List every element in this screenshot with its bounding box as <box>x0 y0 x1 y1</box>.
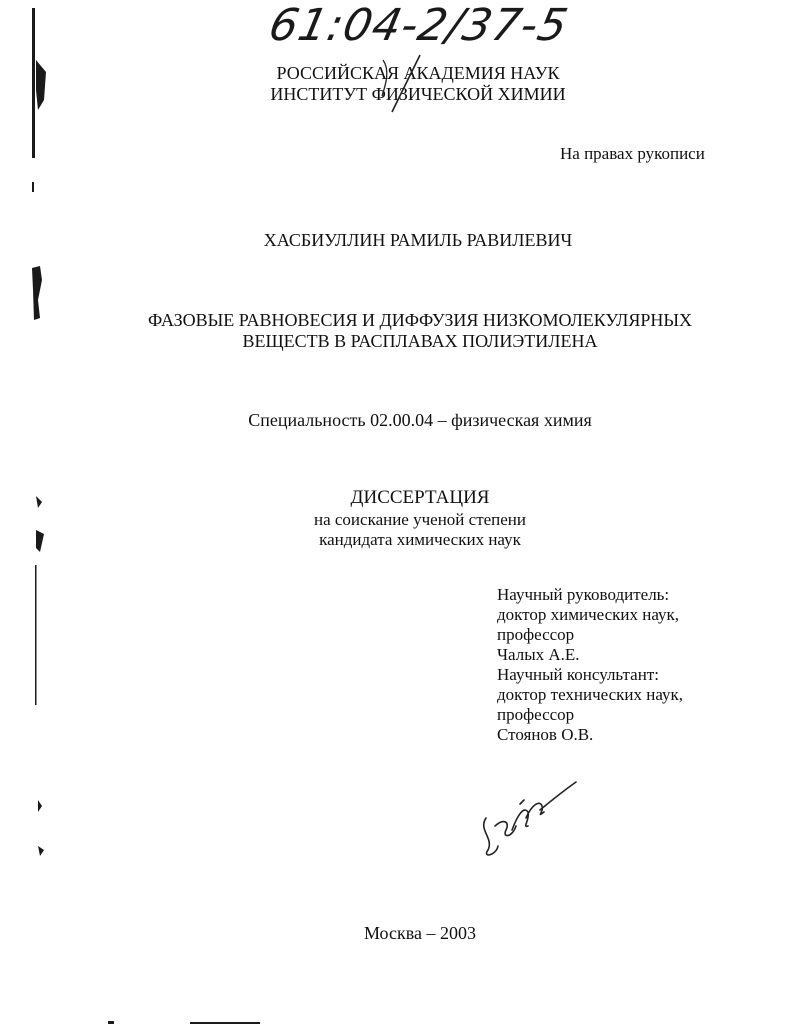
thesis-title-line-1: ФАЗОВЫЕ РАВНОВЕСИЯ И ДИФФУЗИЯ НИЗКОМОЛЕКУЛЯРНЫХ <box>147 310 693 330</box>
supervisor-label: Научный руководитель: <box>497 585 670 604</box>
degree-line-2: кандидата химических наук <box>319 530 521 549</box>
author-name: ХАСБИУЛЛИН РАМИЛЬ РАВИЛЕВИЧ <box>263 230 573 250</box>
thesis-title-line-2: ВЕЩЕСТВ В РАСПЛАВАХ ПОЛИЭТИЛЕНА <box>242 331 598 351</box>
rights-note: На правах рукописи <box>560 144 705 163</box>
supervisor-name: Чалых А.Е. <box>497 645 580 664</box>
city-year: Москва – 2003 <box>364 923 476 943</box>
dissertation-heading: ДИССЕРТАЦИЯ <box>350 487 490 508</box>
pen-stroke-mark <box>392 55 420 112</box>
consultant-rank: профессор <box>497 705 575 724</box>
archive-number-handwritten: 61:04-2/37-5 <box>264 0 573 51</box>
consultant-degree: доктор технических наук, <box>497 685 684 704</box>
consultant-label: Научный консультант: <box>497 665 659 684</box>
specialty-line: Специальность 02.00.04 – физическая химия <box>248 410 592 430</box>
degree-line-1: на соискание ученой степени <box>313 510 527 529</box>
institute-name: ИНСТИТУТ ФИЗИЧЕСКОЙ ХИМИИ <box>270 84 566 104</box>
organization-name: РОССИЙСКАЯ АКАДЕМИЯ НАУК <box>276 63 560 83</box>
pen-stroke-mark <box>382 60 387 96</box>
supervisor-degree: доктор химических наук, <box>497 605 680 624</box>
binding-marks <box>32 8 260 1024</box>
supervisor-rank: профессор <box>497 625 575 644</box>
consultant-name: Стоянов О.В. <box>497 725 594 744</box>
signature <box>484 782 576 855</box>
